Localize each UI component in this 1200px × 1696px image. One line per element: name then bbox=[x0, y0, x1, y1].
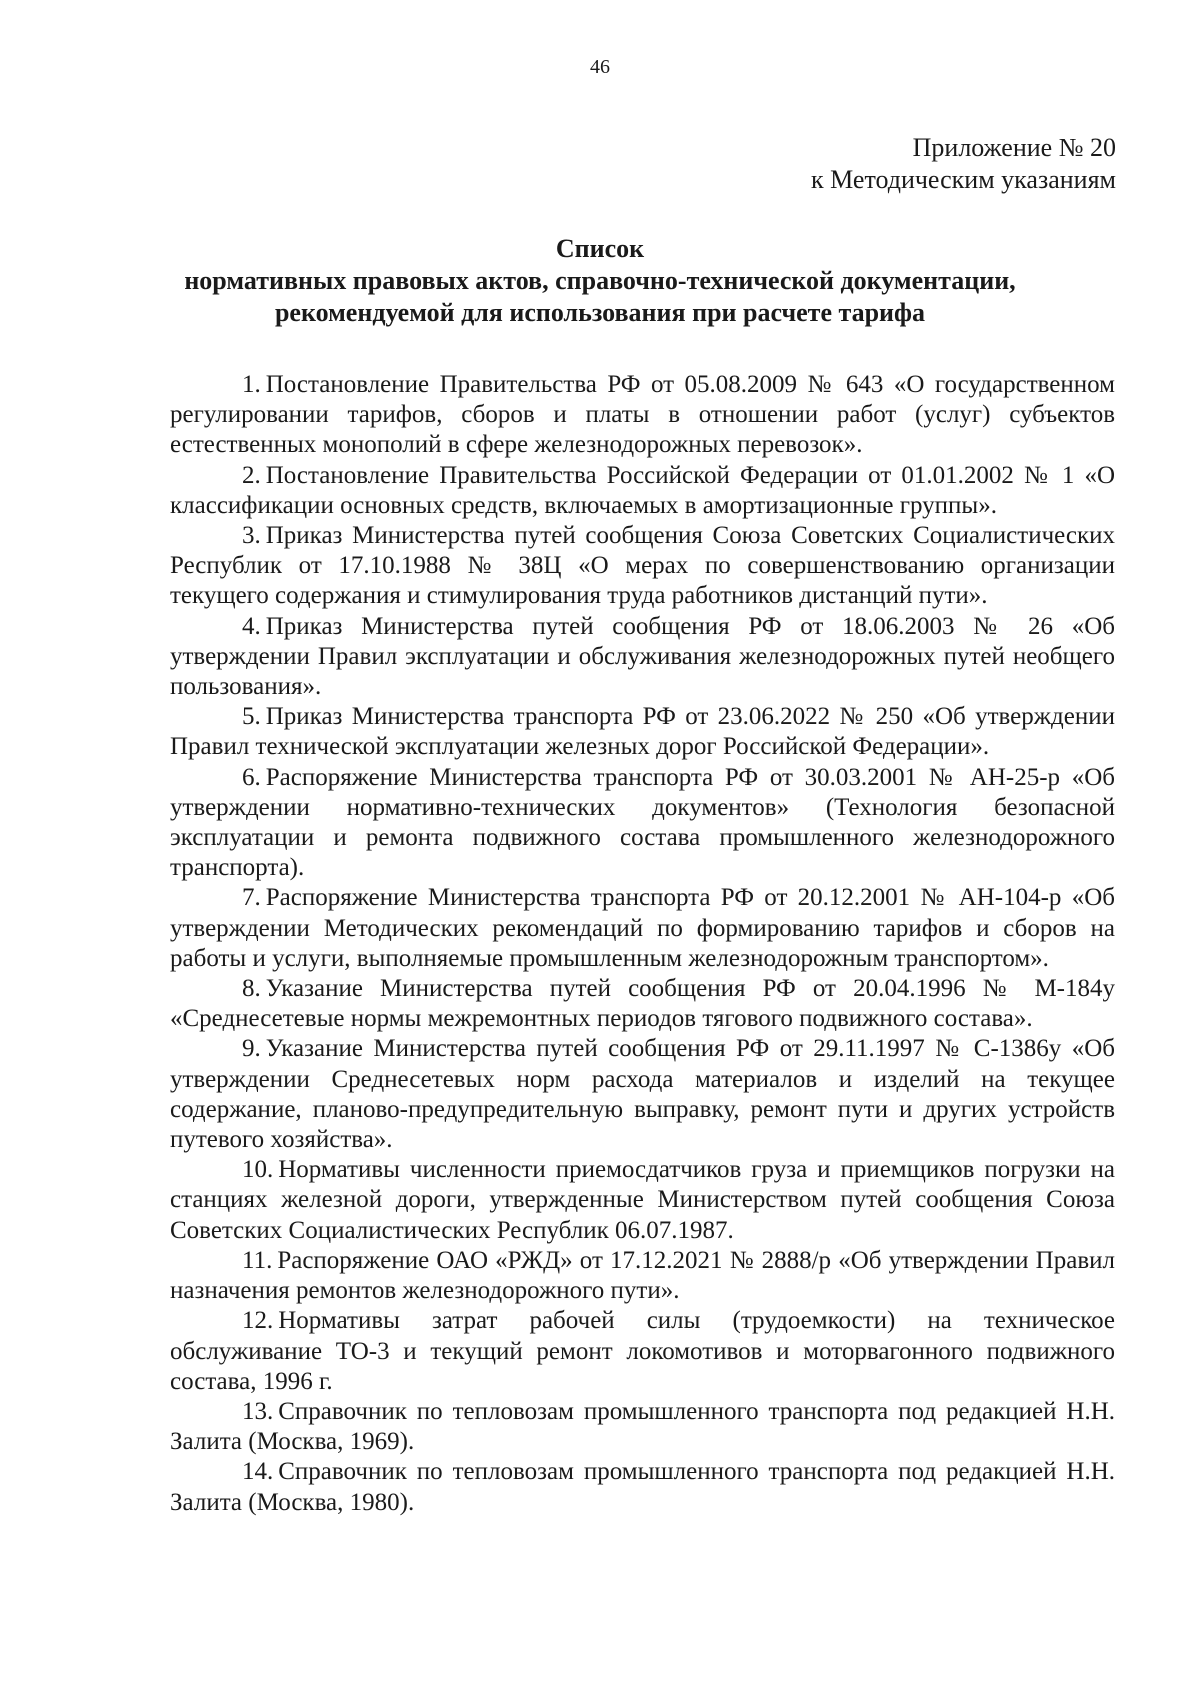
list-item-text: Указание Министерства путей сообщения РФ от 20.04.1996 № М-184у «Среднесетевые нормы межремонтных периодов тягового подвижного состава». bbox=[170, 975, 1115, 1033]
list-item-text: Приказ Министерства путей сообщения Союза Советских Социалистических Республик от 17.10.1988 № 38Ц «О мерах по совершенствованию организации текущего содержания и стимулирования труда работников дистанций пути». bbox=[170, 522, 1115, 610]
appendix-reference: к Методическим указаниям bbox=[811, 165, 1116, 194]
title-line-1: Список bbox=[555, 234, 645, 263]
list-item-text: Справочник по тепловозам промышленного транспорта под редакцией Н.Н. Залита (Москва, 1980). bbox=[170, 1458, 1115, 1516]
list-item-number: 1. bbox=[242, 371, 261, 398]
list-item-text: Приказ Министерства путей сообщения РФ от 18.06.2003 № 26 «Об утверждении Правил эксплуатации и обслуживания железнодорожных путей необщего пользования». bbox=[170, 612, 1115, 701]
list-item bbox=[170, 461, 1115, 521]
list-item-text: Справочник по тепловозам промышленного транспорта под редакцией Н.Н. Залита (Москва, 1969). bbox=[170, 1397, 1115, 1456]
regulation-list bbox=[170, 370, 1115, 1518]
list-item-text: Распоряжение Министерства транспорта РФ от 20.12.2001 № АН-104-р «Об утверждении Методических рекомендаций по формированию тарифов и сборов на работы и услуги, выполняемые промышленным железнодорожным транспортом». bbox=[170, 884, 1115, 972]
list-item-text: Постановление Правительства Российской Федерации от 01.01.2002 № 1 «О классификации основных средств, включаемых в амортизационные группы». bbox=[170, 461, 1115, 519]
list-item-number: 7. bbox=[242, 884, 261, 912]
list-item bbox=[170, 1306, 1115, 1397]
list-item-number: 12. bbox=[242, 1307, 274, 1335]
list-item-number: 14. bbox=[242, 1458, 274, 1486]
list-item bbox=[170, 1034, 1115, 1155]
list-item bbox=[170, 1457, 1115, 1517]
list-item-number: 8. bbox=[242, 975, 261, 1003]
list-item bbox=[170, 974, 1115, 1034]
list-item bbox=[170, 1397, 1115, 1457]
list-item bbox=[170, 702, 1115, 762]
list-item-number: 9. bbox=[242, 1035, 261, 1063]
document-title bbox=[0, 233, 1200, 329]
list-item-text: Нормативы численности приемосдатчиков груза и приемщиков погрузки на станциях железной дороги, утвержденные Министерством путей сообщения Союза Советских Социалистических Республик 06.07.1987. bbox=[170, 1156, 1115, 1244]
list-item-number: 10. bbox=[242, 1156, 274, 1184]
title-line-3: рекомендуемой для использования при расчете тарифа bbox=[274, 298, 926, 327]
list-item bbox=[170, 1246, 1115, 1306]
list-item-number: 11. bbox=[242, 1246, 273, 1274]
title-line-2: нормативных правовых актов, справочно-технической документации, bbox=[184, 266, 1016, 295]
list-item bbox=[170, 883, 1115, 974]
list-item-text: Распоряжение Министерства транспорта РФ от 30.03.2001 № АН-25-р «Об утверждении нормативно-технических документов» (Технология безопасной эксплуатации и ремонта подвижного состава промышленного железнодорожного транспорта). bbox=[170, 763, 1115, 882]
list-item bbox=[170, 612, 1115, 703]
list-item-text: Распоряжение ОАО «РЖД» от 17.12.2021 № 2888/р «Об утверждении Правил назначения ремонтов железнодорожного пути». bbox=[170, 1246, 1115, 1305]
appendix-header bbox=[811, 132, 1116, 196]
list-item-text: Указание Министерства путей сообщения РФ от 29.11.1997 № С-1386у «Об утверждении Среднесетевых норм расхода материалов и изделий на текущее содержание, планово-предупредительную выправку, ремонт пути и других устройств путевого хозяйства». bbox=[170, 1035, 1115, 1154]
appendix-number: Приложение № 20 bbox=[912, 133, 1116, 162]
list-item-number: 2. bbox=[242, 461, 261, 489]
list-item-number: 3. bbox=[242, 522, 261, 550]
list-item-number: 5. bbox=[242, 703, 261, 731]
list-item bbox=[170, 521, 1115, 612]
list-item-text: Нормативы затрат рабочей силы (трудоемкости) на техническое обслуживание ТО-3 и текущий ремонт локомотивов и моторвагонного подвижного состава, 1996 г. bbox=[170, 1307, 1115, 1395]
list-item-number: 13. bbox=[242, 1397, 274, 1425]
list-item-text: Приказ Министерства транспорта РФ от 23.06.2022 № 250 «Об утверждении Правил технической эксплуатации железных дорог Российской Федерации». bbox=[170, 703, 1115, 761]
list-item-number: 6. bbox=[242, 763, 261, 791]
list-item-number: 4. bbox=[242, 612, 261, 640]
list-item bbox=[170, 763, 1115, 884]
page-number: 46 bbox=[590, 56, 610, 78]
list-item-text: Постановление Правительства РФ от 05.08.2009 № 643 «О государственном регулировании тарифов, сборов и платы в отношении работ (услуг) субъектов естественных монополий в сфере железнодорожных перевозок». bbox=[170, 371, 1115, 459]
list-item bbox=[170, 370, 1115, 461]
list-item bbox=[170, 1155, 1115, 1246]
